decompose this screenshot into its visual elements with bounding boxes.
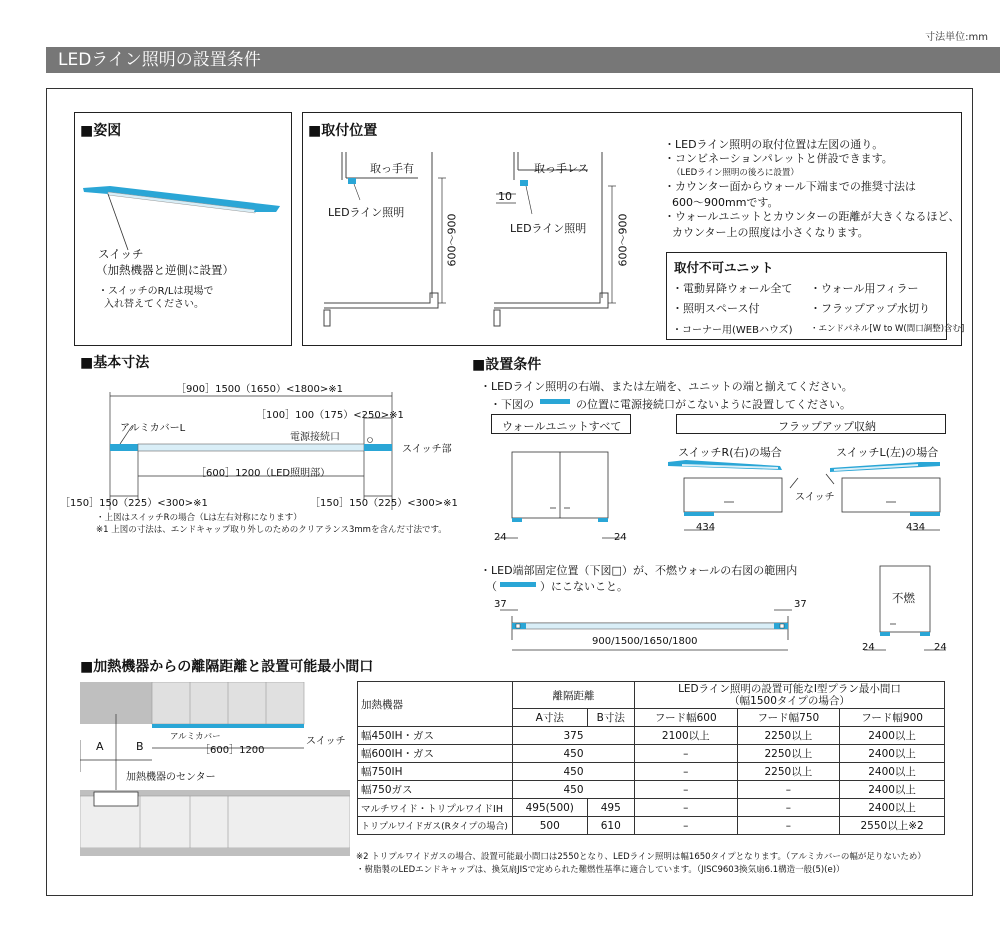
cell-f750: – [737, 799, 840, 817]
cell-f600: – [635, 763, 738, 781]
kanetsu-switch: スイッチ [306, 736, 346, 747]
kihon-note1: ・上図はスイッチRの場合（Lは左右対称になります） [96, 513, 302, 523]
table-row [358, 727, 945, 745]
setchi-switch: スイッチ [795, 492, 835, 503]
cell-f750: 2250以上 [737, 763, 840, 781]
th-f600: フード幅600 [635, 709, 738, 727]
mount-note-6: カウンター上の照度は小さくなります。 [672, 226, 869, 239]
kihon-dim-left: ［150］150（225）<300>※1 [60, 498, 208, 509]
th-rikaku: 離隔距離 [513, 682, 635, 709]
th-led-line1: LEDライン照明の設置可能なI型プラン最小間口 [678, 683, 901, 695]
dim-a: A [96, 740, 104, 753]
dim-range-right: 600〜900 [616, 213, 630, 267]
table-row [358, 763, 945, 781]
cell-f600: – [635, 799, 738, 817]
unmountable-item-4: ・コーナー用(WEBハウズ) [672, 325, 793, 336]
dim-37-b: 37 [794, 599, 807, 610]
dim-range-left: 600〜900 [445, 213, 459, 267]
cell-f600: – [635, 745, 738, 763]
table-row [358, 745, 945, 763]
label-led-right: LEDライン照明 [510, 222, 587, 235]
kihon-dim-right2: ［150］150（225）<300>※1 [310, 498, 458, 509]
mount-note-5: ・ウォールユニットとカウンターの距離が大きくなるほど、 [664, 210, 960, 223]
kanetsu-alumi: アルミカバー [170, 732, 221, 742]
flap-label: フラップアップ収納 [778, 420, 877, 433]
funen-label: 不燃 [892, 591, 915, 605]
cell-f900: 2400以上 [840, 763, 945, 781]
legend-blue-bar-2 [500, 582, 536, 587]
toritsuke-title: ■取付位置 [308, 123, 378, 139]
cell-a: 495(500) [513, 799, 588, 817]
cell-f900: 2400以上 [840, 799, 945, 817]
cell-f900: 2550以上※2 [840, 817, 945, 835]
footnote-1: ※2 トリプルワイドガスの場合、設置可能最小間口は2550となり、LEDライン照明は幅1650タイプとなります。（アルミカバーの幅が足りないため） [356, 852, 926, 862]
switch-r-label: スイッチR(右)の場合 [678, 446, 782, 459]
dim-434-b: 434 [906, 522, 926, 533]
unmountable-item-0: ・電動昇降ウォール全て [672, 282, 793, 295]
label-led-left: LEDライン照明 [328, 206, 405, 219]
setchi-line2a: ・下図の [490, 398, 534, 411]
cell-f750: – [737, 817, 840, 835]
switch-l-label: スイッチL(左)の場合 [836, 446, 939, 459]
cell-f750: 2250以上 [737, 745, 840, 763]
sugata-note1: ・スイッチのR/Lは現場で [98, 286, 214, 297]
setchi-diagrams [490, 440, 950, 660]
kihon-power: 電源接続口 [290, 432, 340, 443]
table-row [358, 799, 945, 817]
separation-table [357, 681, 945, 835]
cell-name: 幅750ガス [358, 781, 513, 799]
cell-ab: 375 [513, 727, 635, 745]
cell-name: 幅450IH・ガス [358, 727, 513, 745]
mount-note-4: 600〜900mmです。 [672, 196, 779, 209]
cell-f600: – [635, 781, 738, 799]
table-row [358, 817, 945, 835]
cell-ab: 450 [513, 763, 635, 781]
page-title: LEDライン照明の設置条件 [46, 47, 1000, 73]
cell-name: 幅750IH [358, 763, 513, 781]
setchi-line1: ・LEDライン照明の右端、または左端を、ユニットの端と揃えてください。 [480, 380, 853, 393]
unit-note: 寸法単位:mm [925, 32, 988, 43]
kihon-title: ■基本寸法 [80, 355, 150, 371]
cell-ab: 450 [513, 781, 635, 799]
dim-length: 900/1500/1650/1800 [592, 636, 698, 647]
wall-all-label: ウォールユニットすべて [502, 420, 622, 433]
cell-f600: – [635, 817, 738, 835]
th-led [635, 682, 945, 709]
kihon-note2: ※1 上図の寸法は、エンドキャップ取り外しのためのクリアランス3mmを含んだ寸法です。 [96, 525, 447, 535]
kanetsu-center: 加熱機器のセンター [126, 772, 216, 783]
cell-ab: 450 [513, 745, 635, 763]
footnote-2: ・樹脂製のLEDエンドキャップは、換気扇JISで定められた難燃性基準に適合しています。（JISC9603換気扇6.1構造一般(5)(e)） [356, 865, 845, 875]
th-kiki: 加熱機器 [358, 682, 513, 727]
setchi-line4b: ）にこないこと。 [540, 580, 628, 593]
kihon-dim-mid: ［600］1200（LED照明部） [196, 468, 331, 479]
dim-434-a: 434 [696, 522, 716, 533]
cell-f900: 2400以上 [840, 781, 945, 799]
kihon-switch-part: スイッチ部 [402, 444, 452, 455]
unmountable-item-2: ・照明スペース付 [672, 302, 760, 315]
sugata-switch: スイッチ [98, 247, 144, 261]
mount-note-2: （LEDライン照明の後ろに設置） [672, 168, 799, 178]
sugata-note2: 入れ替えてください。 [104, 299, 204, 310]
dim-b: B [136, 740, 144, 753]
unmountable-item-5: ・エンドパネル[W to W(間口調整)含む] [810, 324, 965, 334]
dim-37-a: 37 [494, 599, 507, 610]
kanetsu-dim: ［600］1200 [200, 745, 265, 756]
mount-note-3: ・カウンター面からウォール下端までの推奨寸法は [664, 180, 916, 193]
unmountable-item-1: ・ウォール用フィラー [810, 282, 919, 295]
setchi-title: ■設置条件 [472, 357, 542, 373]
setchi-line3: ・LED端部固定位置（下図□）が、不燃ウォールの右図の範囲内 [480, 564, 798, 577]
dim-24-d: 24 [934, 642, 947, 653]
kihon-dim-right: ［100］100（175）<250>※1 [256, 410, 404, 421]
label-handle: 取っ手有 [370, 162, 414, 175]
kihon-dim-top: ［900］1500（1650）<1800>※1 [176, 384, 343, 395]
cell-name: トリプルワイドガス(Rタイプの場合) [358, 817, 513, 835]
cell-f750: 2250以上 [737, 727, 840, 745]
label-handleless: 取っ手レス [534, 162, 589, 175]
cell-f750: – [737, 781, 840, 799]
cell-name: 幅600IH・ガス [358, 745, 513, 763]
sugata-title: ■姿図 [80, 123, 122, 139]
kanetsu-title: ■加熱機器からの離隔距離と設置可能最小間口 [80, 659, 374, 675]
th-a: A寸法 [513, 709, 588, 727]
cell-f600: 2100以上 [635, 727, 738, 745]
dim-10: 10 [498, 190, 512, 203]
setchi-line4a: （ [486, 580, 497, 593]
cell-f900: 2400以上 [840, 727, 945, 745]
cell-b: 495 [587, 799, 634, 817]
cell-f900: 2400以上 [840, 745, 945, 763]
mount-position-diagram [318, 148, 638, 333]
cell-b: 610 [587, 817, 634, 835]
setchi-line2b: の位置に電源接続口がこないように設置してください。 [576, 398, 851, 411]
dim-24-c: 24 [862, 642, 875, 653]
sugata-switch-sub: （加熱機器と逆側に設置） [96, 263, 234, 277]
unmountable-title: 取付不可ユニット [674, 260, 774, 275]
th-f750: フード幅750 [737, 709, 840, 727]
kihon-alumi: アルミカバーL [120, 423, 186, 434]
table-row [358, 781, 945, 799]
cell-name: マルチワイド・トリプルワイドIH [358, 799, 513, 817]
dim-24-b: 24 [614, 532, 627, 543]
mount-note-0: ・LEDライン照明の取付位置は左図の通り。 [664, 138, 884, 151]
th-f900: フード幅900 [840, 709, 945, 727]
th-b: B寸法 [587, 709, 634, 727]
legend-blue-bar [540, 399, 570, 404]
mount-note-1: ・コンビネーションパレットと併設できます。 [664, 152, 893, 165]
dim-24-a: 24 [494, 532, 507, 543]
cell-a: 500 [513, 817, 588, 835]
unmountable-item-3: ・フラップアップ水切り [810, 302, 931, 315]
th-led-line2: （幅1500タイプの場合） [729, 695, 850, 707]
kihon-dimension-diagram [102, 390, 402, 510]
